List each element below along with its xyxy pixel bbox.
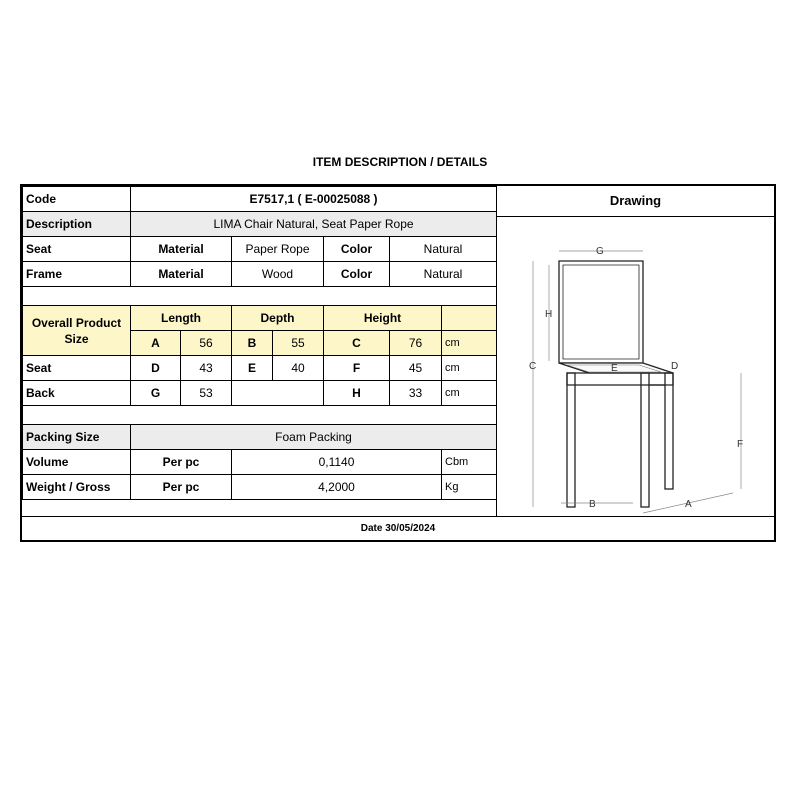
drawing-letter-d: D (671, 361, 679, 372)
dim-a-value: 56 (181, 331, 232, 356)
volume-unit: Cbm (442, 450, 497, 475)
weight-unit: Kg (442, 475, 497, 500)
spacer-row (23, 287, 497, 306)
spec-sheet (20, 184, 776, 542)
description-value: LIMA Chair Natural, Seat Paper Rope (131, 212, 497, 237)
frame-color-value: Natural (390, 262, 497, 287)
volume-label: Volume (23, 450, 131, 475)
chair-leg-back-right (665, 373, 673, 489)
spacer-cell-2 (23, 406, 497, 425)
seat-dims-unit: cm (442, 356, 497, 381)
packing-row (23, 425, 497, 450)
back-dims-unit: cm (442, 381, 497, 406)
drawing-letter-e: E (611, 363, 618, 374)
dim-h-value: 33 (390, 381, 442, 406)
sheet-title: ITEM DESCRIPTION / DETAILS (312, 155, 488, 169)
weight-row (23, 475, 497, 500)
drawing-letter-c: C (529, 361, 537, 372)
frame-row (23, 262, 497, 287)
dim-a-label: A (131, 331, 181, 356)
weight-label: Weight / Gross (23, 475, 131, 500)
back-dims-row (23, 381, 497, 406)
drawing-letter-b: B (589, 499, 596, 510)
chair-drawing (497, 217, 773, 515)
date-footer: Date 30/05/2024 (22, 516, 774, 541)
frame-color-label: Color (324, 262, 390, 287)
drawing-panel (496, 186, 774, 516)
back-blank-cell (232, 381, 324, 406)
weight-per: Per pc (131, 475, 232, 500)
code-label: Code (23, 187, 131, 212)
volume-per: Per pc (131, 450, 232, 475)
packing-label: Packing Size (23, 425, 131, 450)
description-row (23, 212, 497, 237)
drawing-letter-g: G (596, 246, 604, 257)
weight-value: 4,2000 (232, 475, 442, 500)
dim-g-value: 53 (181, 381, 232, 406)
drawing-letter-h: H (545, 309, 553, 320)
dim-f-value: 45 (390, 356, 442, 381)
overall-unit: cm (442, 331, 497, 356)
dim-g-label: G (131, 381, 181, 406)
seat-row (23, 237, 497, 262)
drawing-letter-a: A (685, 499, 692, 510)
seat-material-label: Material (131, 237, 232, 262)
dim-f-label: F (324, 356, 390, 381)
volume-value: 0,1140 (232, 450, 442, 475)
dim-b-value: 55 (273, 331, 324, 356)
spec-table (22, 186, 497, 500)
seat-label: Seat (23, 237, 131, 262)
volume-row (23, 450, 497, 475)
code-row (23, 187, 497, 212)
depth-header: Depth (232, 306, 324, 331)
length-header: Length (131, 306, 232, 331)
seat-dims-label: Seat (23, 356, 131, 381)
seat-color-value: Natural (390, 237, 497, 262)
seat-color-label: Color (324, 237, 390, 262)
dim-e-value: 40 (273, 356, 324, 381)
frame-material-value: Wood (232, 262, 324, 287)
dim-c-value: 76 (390, 331, 442, 356)
dim-d-label: D (131, 356, 181, 381)
packing-value: Foam Packing (131, 425, 497, 450)
dim-d-value: 43 (181, 356, 232, 381)
overall-size-label: Overall Product Size (23, 306, 131, 356)
overall-header-row (23, 306, 497, 331)
dim-h-label: H (324, 381, 390, 406)
frame-label: Frame (23, 262, 131, 287)
back-dims-label: Back (23, 381, 131, 406)
chair-leg-front-left (567, 373, 575, 507)
drawing-header: Drawing (497, 186, 774, 217)
seat-material-value: Paper Rope (232, 237, 324, 262)
frame-material-label: Material (131, 262, 232, 287)
chair-backrest (559, 261, 643, 363)
description-label: Description (23, 212, 131, 237)
spacer-cell (23, 287, 497, 306)
dim-e-label: E (232, 356, 273, 381)
dim-c-label: C (324, 331, 390, 356)
chair-front-rail (567, 373, 673, 385)
seat-dims-row (23, 356, 497, 381)
chair-leg-front-right (641, 373, 649, 507)
height-header: Height (324, 306, 442, 331)
drawing-letter-f: F (737, 439, 744, 450)
spacer-row-2 (23, 406, 497, 425)
dim-b-label: B (232, 331, 273, 356)
header-blank-cell (442, 306, 497, 331)
code-value: E7517,1 ( E-00025088 ) (131, 187, 497, 212)
